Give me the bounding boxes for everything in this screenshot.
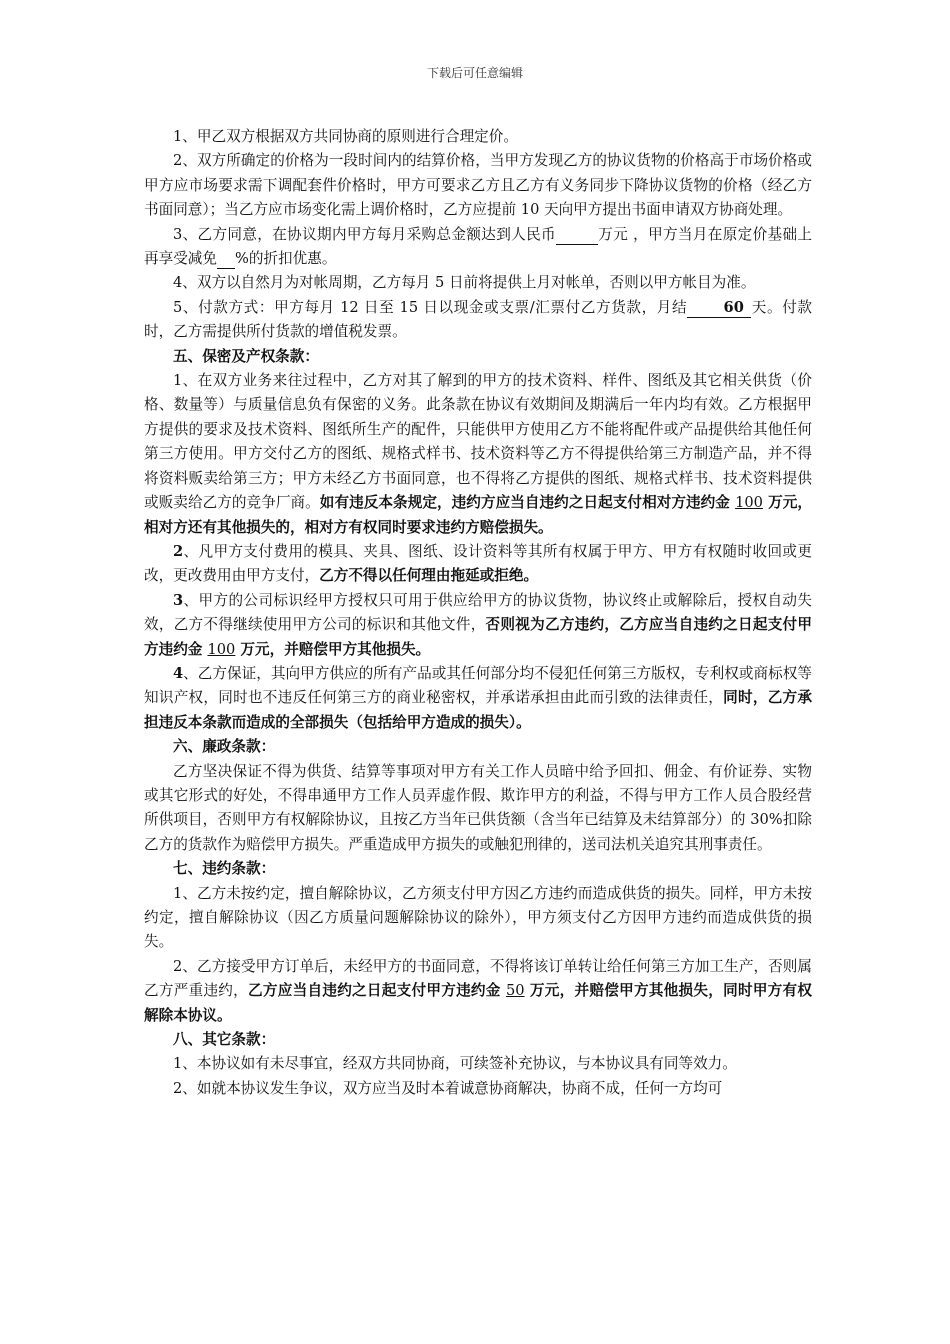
breach-clause-2-a: 2、乙方接受甲方订单后，未经甲方的书面同意，不得将该订单转让给任何第三方加工生产，否则属乙方严重违约， [144,957,812,1000]
other-clause-1: 1、本协议如有未尽事宜，经双方共同协商，可续签补充协议，与本协议具有同等效力。 [173,1055,737,1073]
price-clause-5 [144,296,812,345]
price-clause-3-c: %的折扣优惠。 [234,250,337,268]
breach-clause-1: 1、乙方未按约定，擅自解除协议，乙方须支付甲方因乙方违约而造成供货的损失。同样，甲方未按约定，擅自解除协议（因乙方质量问题解除协议的除外），甲方须支付乙方因甲方违约而造成供货的损失。 [144,884,812,951]
confidentiality-clause-4-a: 、乙方保证，其向甲方供应的所有产品或其任何部分均不侵犯任何第三方版权，专利权或商标权等知识产权，同时也不违反任何第三方的商业秘密权，并承诺承担由此而引致的法律责任， [144,664,812,707]
penalty-amount-1: 100 [735,494,763,512]
confidentiality-clause-1-a: 1、在双方业务来往过程中，乙方对其了解到的甲方的技术资料、样件、图纸及其它相关供货（价格、数量等）与质量信息负有保密的义务。此条款在协议有效期间及期满后一年内均有效。乙方根据甲方提供的要求及技术资料、图纸所生产的配件，只能供甲方使用乙方不能将配件或产品提供给其他任何第三方使用。甲方交付乙方的图纸、规格式样书、技术资料等乙方不得提供给第三方制造产品，并不得将资料贩卖给第三方；甲方未经乙方书面同意，也不得将乙方提供的图纸、规格式样书、技术资料提供或贩卖给乙方的竞争厂商。 [144,372,812,512]
integrity-clause: 乙方坚决保证不得为供货、结算等事项对甲方有关工作人员暗中给予回扣、佣金、有价证券、实物或其它形式的好处，不得串通甲方工作人员弄虚作假、欺诈甲方的利益，不得与甲方工作人员合股经营所供项目，否则甲方有权解除协议，且按乙方当年已供货额（含当年已结算及未结算部分）的 30%扣除乙方的货款作为赔偿甲方损失。严重造成甲方损失的或触犯刑律的，送司法机关追究其刑事责任。 [144,762,812,853]
clause-number: 4 [173,664,184,682]
clause-number: 2 [173,542,184,560]
section-heading-breach: 七、违约条款： [173,860,276,878]
confidentiality-clause-3 [144,589,812,662]
price-clause-2: 2、双方所确定的价格为一段时间内的结算价格，当甲方发现乙方的协议货物的价格高于市场价格或甲方应市场要求需下调配套件价格时，甲方可要求乙方且乙方有义务同步下降协议货物的价格（经乙方书面同意）；当乙方应市场变化需上调价格时，乙方应提前 10 天向甲方提出书面申请双方协商处理。 [144,152,812,219]
price-clause-3-b: 万元 ，甲方当月在原定价基础上再享受减免 [144,225,812,268]
confidentiality-clause-1 [144,369,812,540]
confidentiality-clause-3-c: 万元，并赔偿甲方其他损失。 [235,640,431,658]
confidentiality-clause-1-c: 万元，相对方还有其他损失的，相对方有权同时要求违约方赔偿损失。 [144,494,812,536]
clause-number: 3 [173,591,184,609]
section-heading-confidentiality: 五、保密及产权条款： [173,347,319,365]
confidentiality-clause-4-b: 同时，乙方承担违反本条款而造成的全部损失（包括给甲方造成的损失）。 [144,689,812,731]
breach-clause-2-c: 万元，并赔偿甲方其他损失，同时甲方有权解除本协议。 [144,982,812,1024]
breach-clause-2 [144,955,812,1028]
confidentiality-clause-2 [144,540,812,589]
confidentiality-clause-2-a: 、凡甲方支付费用的模具、夹具、图纸、设计资料等其所有权属于甲方、甲方有权随时收回或更改，更改费用由甲方支付， [144,542,812,585]
price-clause-3 [144,223,812,272]
payment-days: 60 [687,299,751,318]
confidentiality-clause-3-a: 、甲方的公司标识经甲方授权只可用于供应给甲方的协议货物，协议终止或解除后，授权自动失效，乙方不得继续使用甲方公司的标识和其他文件， [144,591,812,634]
breach-clause-2-b: 乙方应当自违约之日起支付甲方违约金 [248,982,506,1000]
contract-body [144,125,812,1101]
confidentiality-clause-2-b: 乙方不得以任何理由拖延或拒绝。 [319,567,539,585]
confidentiality-clause-4 [144,662,812,735]
page-header-note: 下载后可任意编辑 [426,66,523,80]
other-clause-2: 2、如就本协议发生争议，双方应当及时本着诚意协商解决，协商不成，任何一方均可 [173,1079,723,1097]
confidentiality-clause-1-b: 如有违反本条规定，违约方应当自违约之日起支付相对方违约金 [319,494,736,512]
section-heading-other: 八、其它条款： [173,1031,276,1049]
price-clause-5-b: 天。付款时，乙方需提供所付货款的增值税发票。 [144,298,812,341]
amount-blank [556,226,598,245]
price-clause-3-a: 3、乙方同意，在协议期内甲方每月采购总金额达到人民币 [173,225,556,243]
penalty-amount-3: 50 [506,982,525,1000]
price-clause-1: 1、甲乙双方根据双方共同协商的原则进行合理定价。 [173,128,518,145]
price-clause-4: 4、双方以自然月为对帐周期，乙方每月 5 日前将提供上月对帐单，否则以甲方帐目为准。 [173,274,756,292]
section-heading-integrity: 六、廉政条款： [173,738,276,756]
discount-blank [217,250,235,269]
penalty-amount-2: 100 [207,640,236,658]
confidentiality-clause-3-b: 否则视为乙方违约，乙方应当自违约之日起支付甲方违约金 [144,616,812,658]
price-clause-5-a: 5、付款方式：甲方每月 12 日至 15 日以现金或支票/汇票付乙方货款，月结 [173,298,688,316]
